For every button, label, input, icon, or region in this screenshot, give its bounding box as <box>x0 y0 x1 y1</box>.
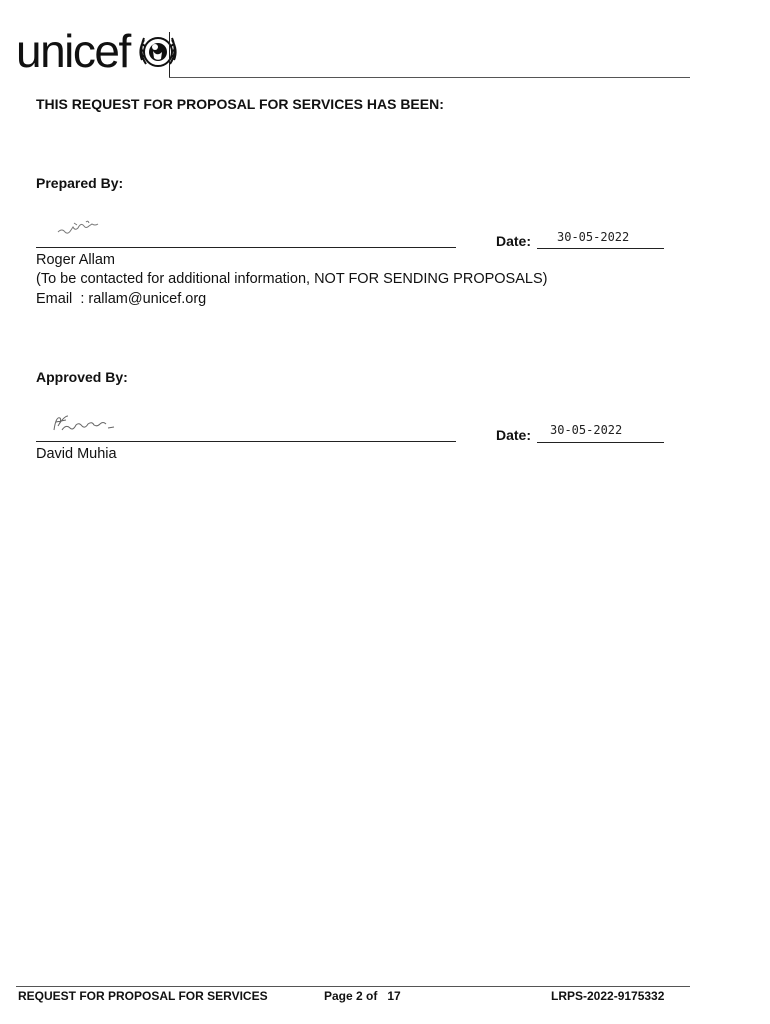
unicef-logo <box>16 25 176 77</box>
prepared-date-line <box>537 248 664 249</box>
prepared-date-label: Date: <box>496 233 532 249</box>
footer-reference: LRPS-2022-9175332 <box>551 989 665 1003</box>
prepared-signature-line <box>36 247 456 248</box>
approved-signature <box>50 412 122 436</box>
footer-title: REQUEST FOR PROPOSAL FOR SERVICES <box>18 989 268 1003</box>
approved-by-label: Approved By: <box>36 369 128 385</box>
prepared-signature <box>56 218 104 238</box>
approved-date-value: 30-05-2022 <box>550 423 623 437</box>
logo-divider <box>169 32 170 78</box>
un-emblem-icon <box>136 30 180 74</box>
prepared-date-value: 30-05-2022 <box>557 230 630 244</box>
approved-name: David Muhia <box>36 446 117 462</box>
approved-date-label: Date: <box>496 427 532 443</box>
prepared-email: Email : rallam@unicef.org <box>36 291 207 307</box>
footer-page-number: Page 2 of 17 <box>324 989 401 1003</box>
page-heading: THIS REQUEST FOR PROPOSAL FOR SERVICES HAS BEEN: <box>36 96 444 112</box>
header-rule <box>169 77 690 78</box>
approved-signature-line <box>36 441 456 442</box>
approved-date-line <box>537 442 664 443</box>
prepared-name: Roger Allam <box>36 252 115 268</box>
footer-rule <box>16 986 690 987</box>
prepared-note: (To be contacted for additional information, NOT FOR SENDING PROPOSALS) <box>36 271 548 287</box>
logo-text: unicef <box>16 25 130 77</box>
prepared-by-label: Prepared By: <box>36 175 124 191</box>
